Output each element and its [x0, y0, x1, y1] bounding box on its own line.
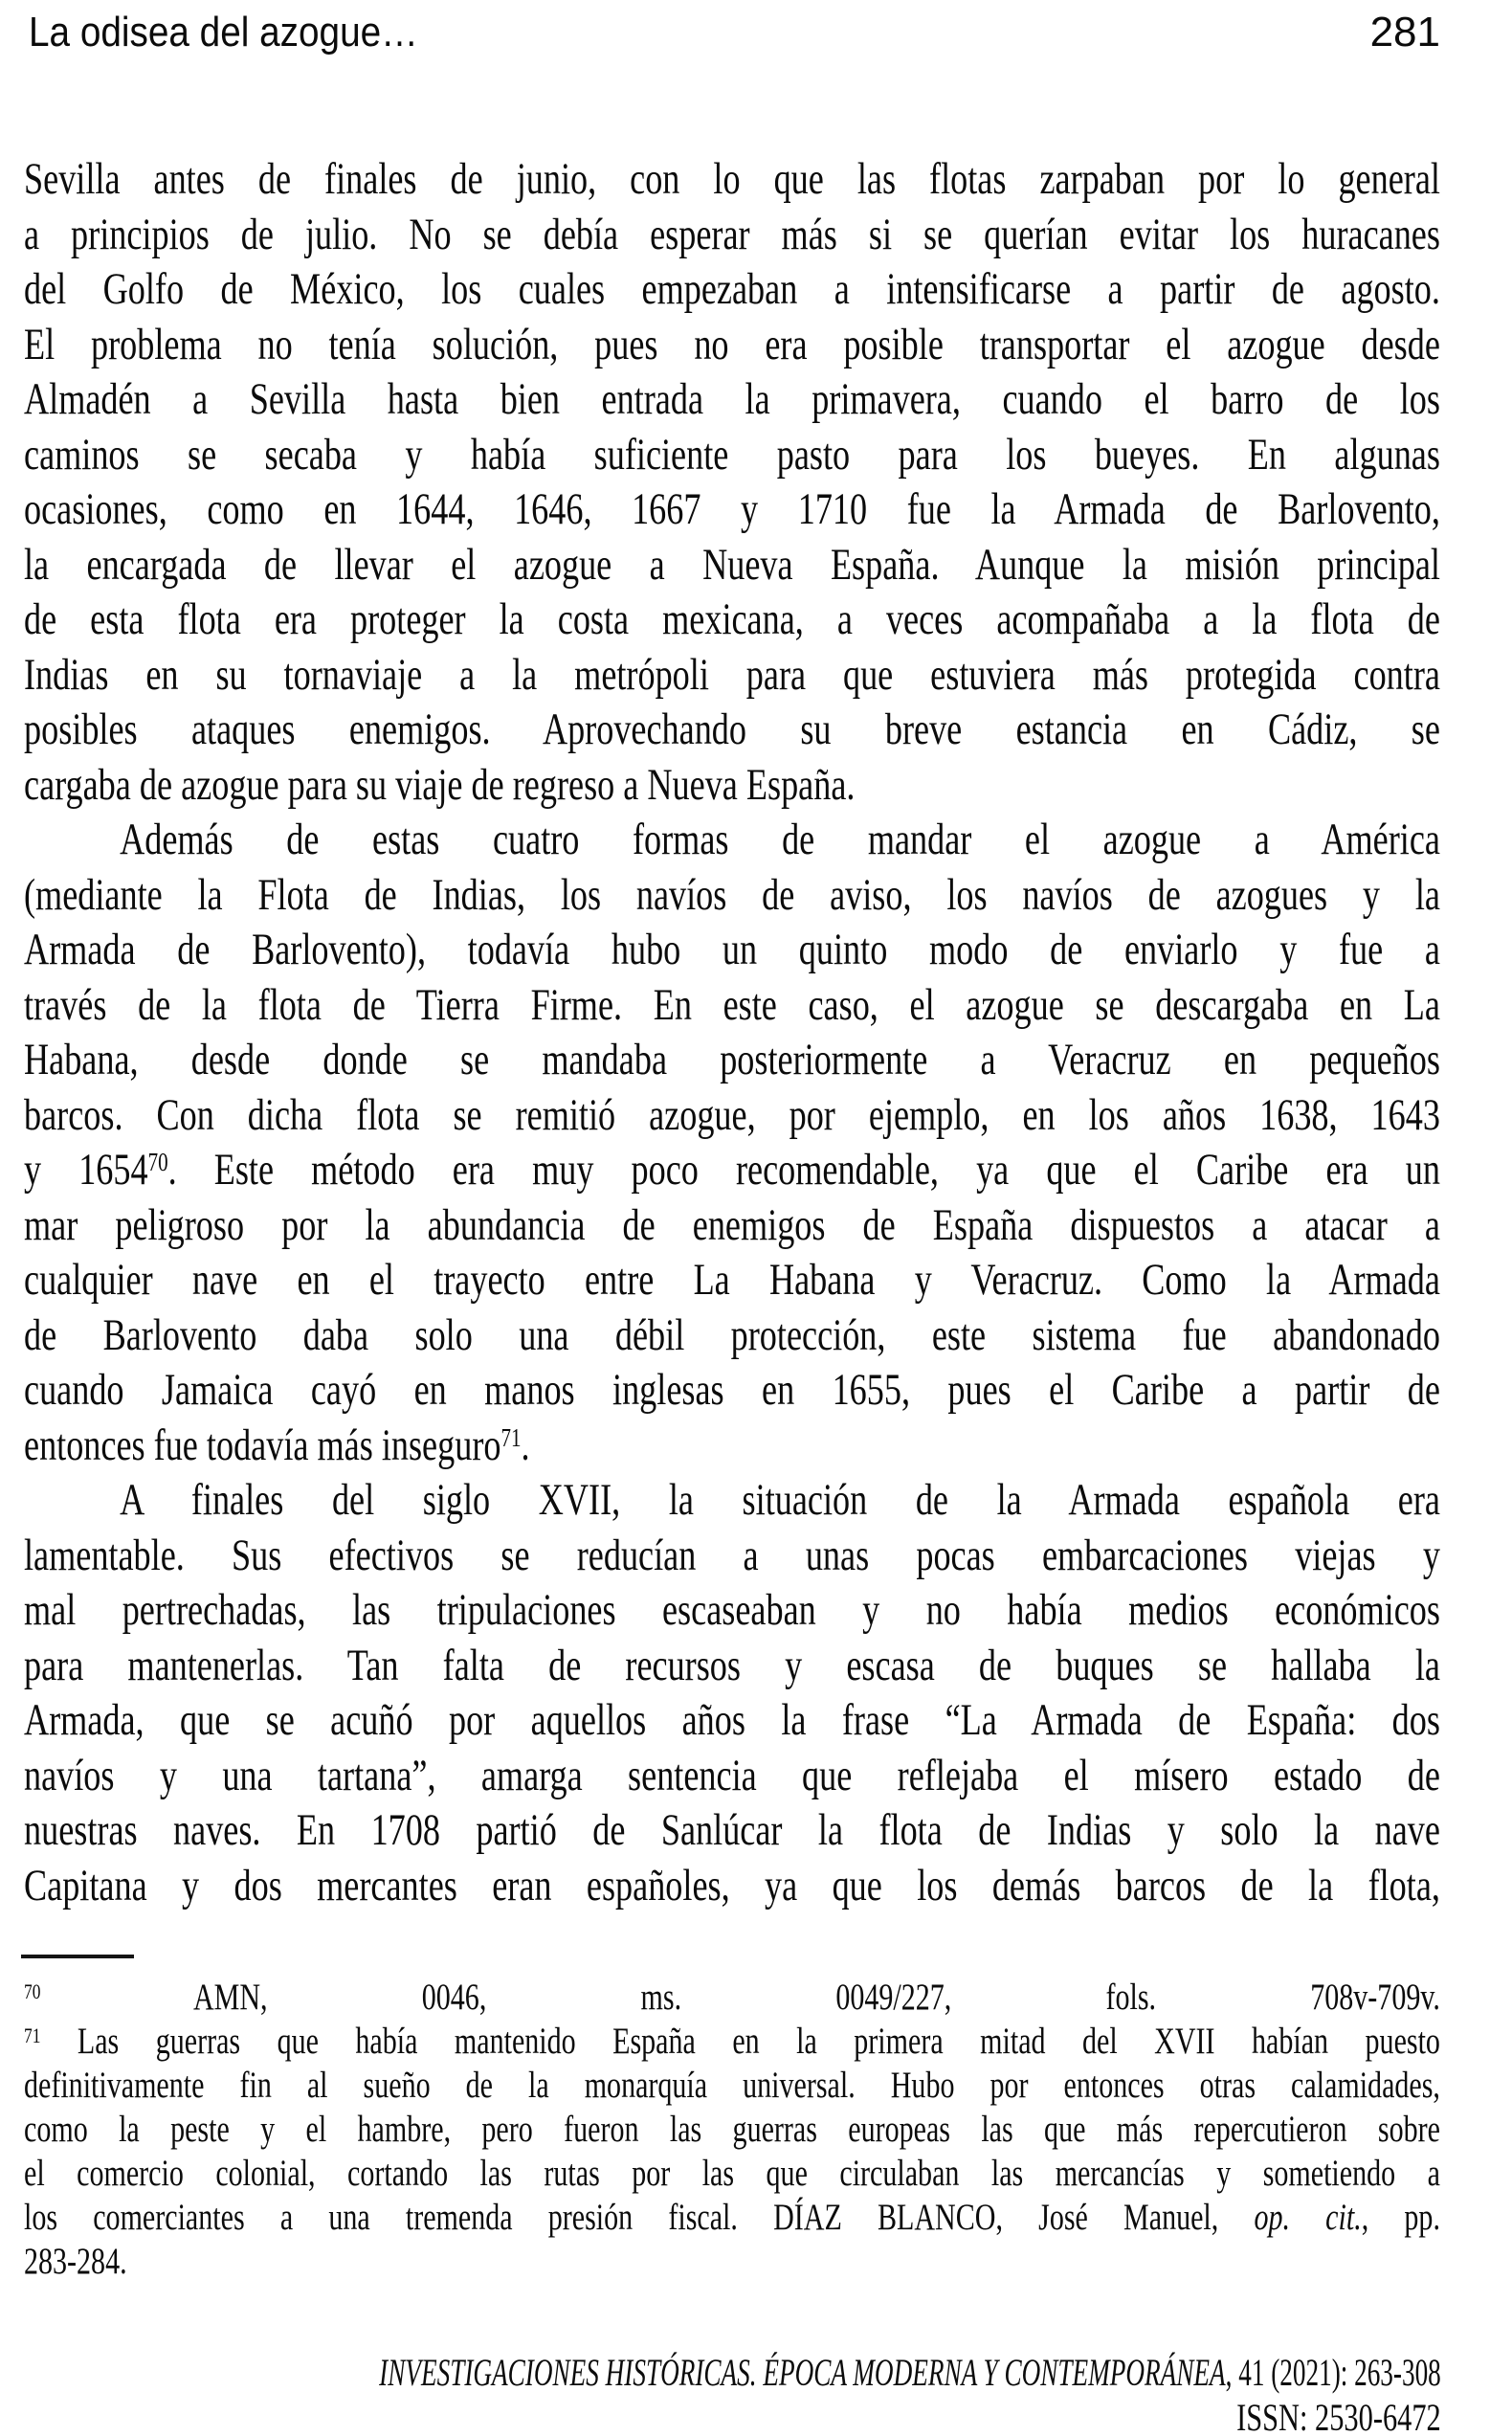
text-segment: Armada de Barlovento), todavía hubo un quinto modo de enviarlo y fue a: [24, 925, 1440, 974]
text-segment: AMN, 0046, ms. 0049/227, fols. 708v-709v.: [40, 1977, 1440, 2018]
body-line: [24, 372, 1440, 428]
body-line: [24, 538, 1440, 593]
body-line: [24, 923, 1440, 978]
text-segment: mar peligroso por la abundancia de enemigos de España dispuestos a atacar a: [24, 1199, 1440, 1250]
text-segment: nuestras naves. En 1708 partió de Sanlúcar la flota de Indias y solo la nave: [24, 1805, 1440, 1855]
body-line: [24, 1473, 1440, 1529]
text-segment: Indias en su tornaviaje a la metrópoli para que estuviera más protegida contra: [24, 649, 1440, 700]
body-line: [24, 1859, 1440, 1914]
footnote-reference-superscript: 71: [24, 2023, 41, 2047]
text-segment: navíos y una tartana”, amarga sentencia que reflejaba el mísero estado de: [24, 1750, 1440, 1800]
body-line: [24, 703, 1440, 758]
text-segment: A finales del siglo XVII, la situación de la Armada española era: [120, 1475, 1440, 1525]
footnotes: [24, 1976, 1440, 2284]
body-line: [24, 1749, 1440, 1804]
footer-journal-volume: , 41 (2021): 263-308: [1225, 2351, 1441, 2394]
footnote-line: [24, 2240, 1440, 2284]
body-line: [24, 1088, 1440, 1144]
footnote-line: [24, 2196, 1440, 2240]
text-segment: .: [521, 1419, 530, 1470]
text-segment: a principios de julio. No se debía esperar más si se querían evitar los huracanes: [24, 209, 1440, 259]
text-segment: Sevilla antes de finales de junio, con lo que las flotas zarpaban por lo general: [24, 154, 1440, 204]
page-footer: [0, 2350, 1441, 2436]
body-line: [24, 1253, 1440, 1308]
text-segment: barcos. Con dicha flota se remitió azogue, por ejemplo, en los años 1638, 1643: [24, 1089, 1440, 1140]
footnote-reference-superscript: 70: [24, 1978, 41, 2003]
text-segment: la encargada de llevar el azogue a Nueva España. Aunque la misión principal: [24, 539, 1440, 590]
text-segment: lamentable. Sus efectivos se reducían a unas pocas embarcaciones viejas y: [24, 1530, 1440, 1580]
text-segment: de esta flota era proteger la costa mexicana, a veces acompañaba a la flota de: [24, 594, 1440, 644]
body-line: [24, 813, 1440, 868]
footnote-line: [24, 2020, 1440, 2064]
text-segment: 283-284.: [24, 2241, 127, 2282]
footnote-line: [24, 2152, 1440, 2196]
body-text: [24, 152, 1440, 1913]
footnote-line: [24, 2108, 1440, 2152]
body-line: [24, 428, 1440, 483]
text-segment: Armada, que se acuñó por aquellos años la frase “La Armada de España: dos: [24, 1695, 1440, 1745]
text-segment: Habana, desde donde se mandaba posteriormente a Veracruz en pequeños: [24, 1035, 1440, 1084]
text-segment: Las guerras que había mantenido España en la primera mitad del XVII habían puesto: [40, 2021, 1440, 2062]
text-segment: de Barlovento daba solo una débil protección, este sistema fue abandonado: [24, 1309, 1440, 1360]
text-segment: cuando Jamaica cayó en manos inglesas en 1655, pues el Caribe a partir de: [24, 1365, 1440, 1415]
body-line: [24, 318, 1440, 373]
running-header-title: La odisea del azogue…: [29, 9, 418, 56]
text-segment: los comerciantes a una tremenda presión fiscal. DÍAZ BLANCO, José Manuel,: [24, 2197, 1255, 2238]
footnote-line: [24, 2064, 1440, 2108]
body-line: [24, 592, 1440, 648]
text-segment: para mantenerlas. Tan falta de recursos y escasa de buques se hallaba la: [24, 1640, 1440, 1690]
text-segment: (mediante la Flota de Indias, los navíos de aviso, los navíos de azogues y la: [24, 869, 1440, 920]
body-line: [24, 1363, 1440, 1419]
text-segment: el comercio colonial, cortando las rutas por las que circulaban las mercancías y sometiendo a: [24, 2153, 1440, 2194]
body-line: [24, 978, 1440, 1034]
text-segment: del Golfo de México, los cuales empezaban a intensificarse a partir de agosto.: [24, 264, 1440, 314]
body-line: [24, 1143, 1440, 1198]
body-line: [24, 648, 1440, 704]
page-number: 281: [1369, 9, 1440, 56]
footer-journal-title: INVESTIGACIONES HISTÓRICAS. ÉPOCA MODERNA Y CONTEMPORÁNEA: [379, 2351, 1226, 2394]
text-segment: definitivamente fin al sueño de la monarquía universal. Hubo por entonces otras calamidades,: [24, 2065, 1440, 2106]
body-line: [24, 1639, 1440, 1694]
text-segment: como la peste y el hambre, pero fueron las guerras europeas las que más repercutieron sobre: [24, 2109, 1440, 2150]
footnote-reference-superscript: 70: [147, 1148, 168, 1177]
body-line: [24, 482, 1440, 538]
body-line: [24, 1198, 1440, 1254]
footnote-reference-superscript: 71: [500, 1422, 522, 1452]
body-line: [24, 1803, 1440, 1859]
text-segment: cargaba de azogue para su viaje de regreso a Nueva España.: [24, 759, 856, 810]
body-line: [24, 1529, 1440, 1584]
footer-journal-line: [379, 2350, 1441, 2395]
body-line: [24, 1033, 1440, 1088]
text-segment: caminos se secaba y había suficiente pasto para los bueyes. En algunas: [24, 429, 1440, 480]
text-segment: . Este método era muy poco recomendable, ya que el Caribe era un: [167, 1145, 1440, 1195]
footnote-line: [24, 1976, 1440, 2020]
body-line: [24, 1583, 1440, 1639]
text-segment: entonces fue todavía más inseguro: [24, 1419, 501, 1470]
footer-issn: ISSN: 2530-6472: [1236, 2396, 1441, 2436]
body-line: [24, 208, 1440, 263]
body-line: [24, 868, 1440, 924]
text-segment: Almadén a Sevilla hasta bien entrada la primavera, cuando el barro de los: [24, 374, 1440, 424]
body-line: [24, 758, 1440, 814]
text-segment: través de la flota de Tierra Firme. En este caso, el azogue se descargaba en La: [24, 979, 1440, 1030]
text-segment: cualquier nave en el trayecto entre La Habana y Veracruz. Como la Armada: [24, 1255, 1440, 1305]
body-line: [24, 1308, 1440, 1364]
body-line: [24, 1693, 1440, 1749]
text-segment: El problema no tenía solución, pues no era posible transportar el azogue desde: [24, 319, 1440, 369]
text-segment: Además de estas cuatro formas de mandar el azogue a América: [120, 815, 1440, 864]
text-segment: ocasiones, como en 1644, 1646, 1667 y 1710 fue la Armada de Barlovento,: [24, 484, 1440, 534]
text-segment: mal pertrechadas, las tripulaciones escaseaban y no había medios económicos: [24, 1585, 1440, 1635]
text-segment: op. cit.: [1254, 2197, 1362, 2238]
text-segment: y 1654: [24, 1145, 148, 1195]
body-line: [24, 1419, 1440, 1474]
text-segment: , pp.: [1361, 2197, 1440, 2238]
body-line: [24, 262, 1440, 318]
text-segment: Capitana y dos mercantes eran españoles, ya que los demás barcos de la flota,: [24, 1860, 1440, 1911]
footnote-divider: [21, 1955, 134, 1958]
text-segment: posibles ataques enemigos. Aprovechando su breve estancia en Cádiz, se: [24, 704, 1440, 754]
body-line: [24, 152, 1440, 208]
